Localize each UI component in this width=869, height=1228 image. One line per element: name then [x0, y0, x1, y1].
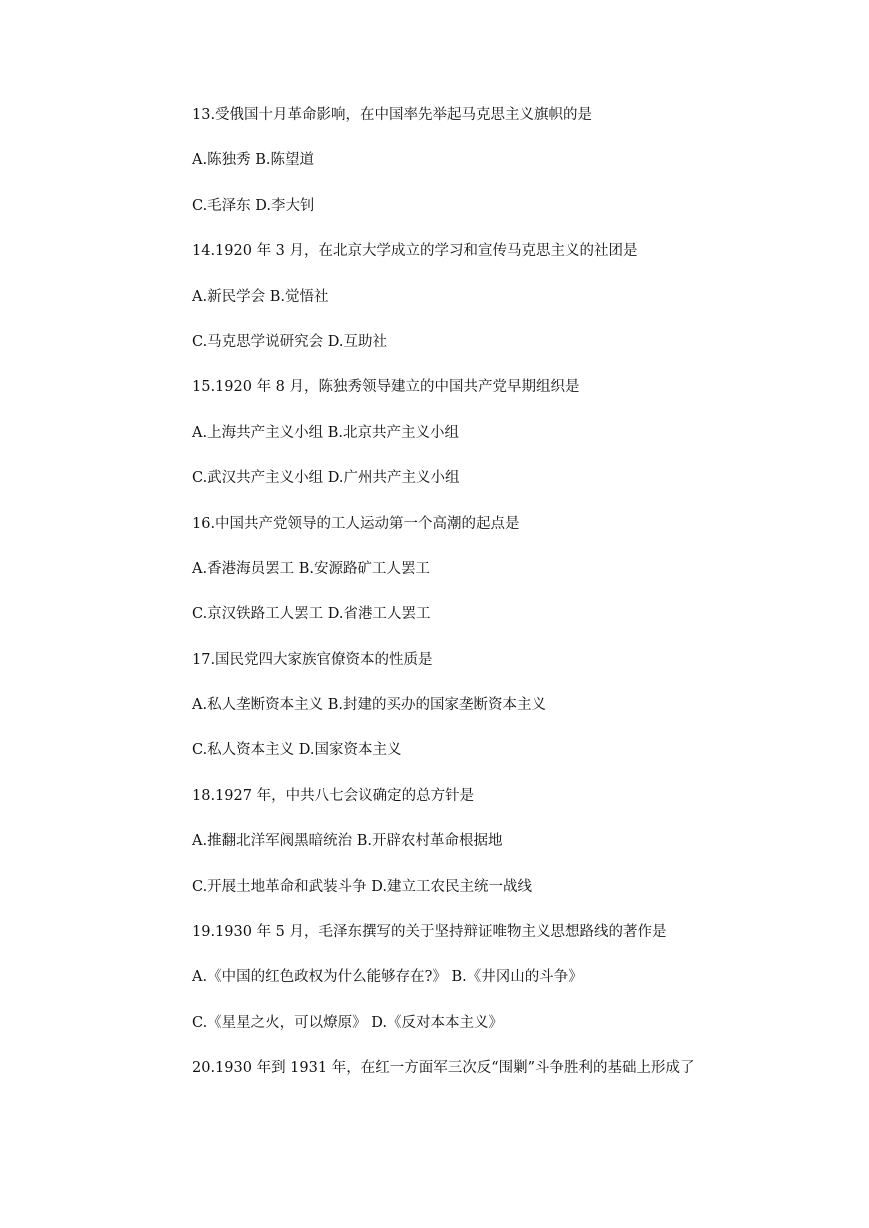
question-19-stem: 19.1930 年 5 月，毛泽东撰写的关于坚持辩证唯物主义思想路线的著作是 [192, 924, 667, 941]
question-14-options-cd: C.马克思学说研究会 D.互助社 [192, 333, 388, 350]
question-17-stem: 17.国民党四大家族官僚资本的性质是 [192, 651, 433, 668]
question-14-options-ab: A.新民学会 B.觉悟社 [192, 288, 329, 305]
question-13-options-ab: A.陈独秀 B.陈望道 [192, 152, 314, 169]
question-16-options-cd: C.京汉铁路工人罢工 D.省港工人罢工 [192, 606, 431, 623]
question-15-options-ab: A.上海共产主义小组 B.北京共产主义小组 [192, 424, 459, 441]
question-20-stem: 20.1930 年到 1931 年，在红一方面军三次反“围剿”斗争胜利的基础上形成了 [192, 1060, 695, 1077]
question-18-options-ab: A.推翻北洋军阀黑暗统治 B.开辟农村革命根据地 [192, 833, 503, 850]
question-15-stem: 15.1920 年 8 月，陈独秀领导建立的中国共产党早期组织是 [192, 379, 580, 396]
question-13-options-cd: C.毛泽东 D.李大钊 [192, 197, 315, 214]
question-16-options-ab: A.香港海员罢工 B.安源路矿工人罢工 [192, 560, 430, 577]
question-16-stem: 16.中国共产党领导的工人运动第一个高潮的起点是 [192, 515, 520, 532]
question-18-options-cd: C.开展土地革命和武装斗争 D.建立工农民主统一战线 [192, 878, 533, 895]
question-14-stem: 14.1920 年 3 月，在北京大学成立的学习和宣传马克思主义的社团是 [192, 243, 638, 260]
question-list [192, 102, 832, 1101]
question-19-options-ab: A.《中国的红色政权为什么能够存在?》 B.《井冈山的斗争》 [192, 969, 583, 986]
question-17-options-cd: C.私人资本主义 D.国家资本主义 [192, 742, 402, 759]
question-18-stem: 18.1927 年，中共八七会议确定的总方针是 [192, 787, 475, 804]
question-15-options-cd: C.武汉共产主义小组 D.广州共产主义小组 [192, 470, 460, 487]
question-17-options-ab: A.私人垄断资本主义 B.封建的买办的国家垄断资本主义 [192, 697, 546, 714]
question-19-options-cd: C.《星星之火，可以燎原》 D.《反对本本主义》 [192, 1014, 504, 1031]
question-13-stem: 13.受俄国十月革命影响，在中国率先举起马克思主义旗帜的是 [192, 107, 593, 123]
